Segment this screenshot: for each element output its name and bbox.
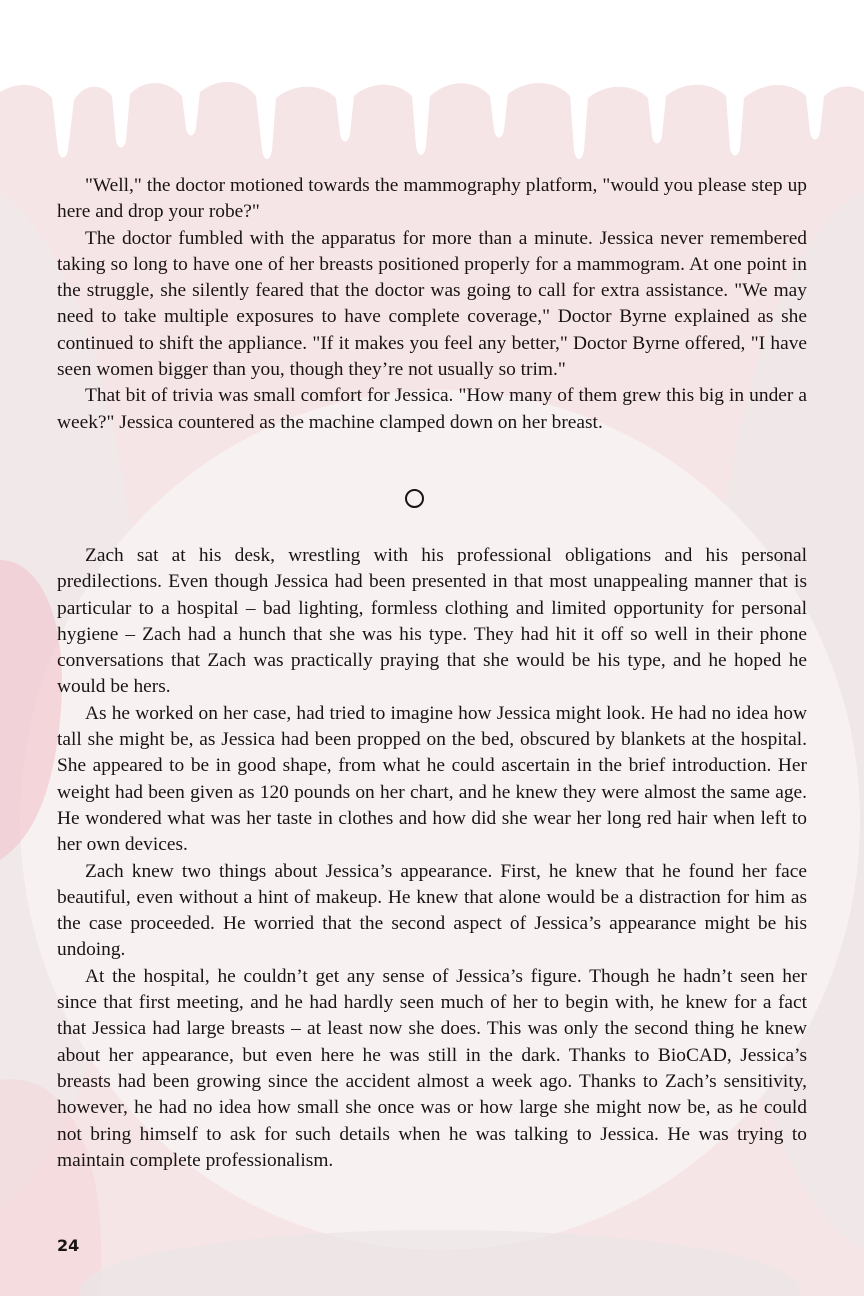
paragraph: At the hospital, he couldn’t get any sense of Jessica’s figure. Though he hadn’t seen her since that first meeting, and he had hardly seen much of her to begin with, he knew for a fact that Jessica had large breasts – at least now she does. This was only the second thing he knew about her appearance, but even here he was still in the dark. Thanks to BioCAD, Jessica’s breasts had been growing since the accident almost a week ago. Thanks to Zach’s sensitivity, however, he had no idea how small she once was or how large she might now be, as he could not bring himself to ask for such details when he was talking to Jessica. He was trying to maintain complete professionalism. <box>57 965 807 1171</box>
paragraph: Zach knew two things about Jessica’s appearance. First, he knew that he found her face beautiful, even without a hint of makeup. He knew that alone would be a distraction for him as the case proceeded. He worried that the second aspect of Jessica’s appearance might be his undoing. <box>57 860 807 961</box>
section-two-text <box>57 543 807 1174</box>
paragraph: Zach sat at his desk, wrestling with his professional obligations and his personal predilections. Even though Jessica had been presented in that most unappealing manner that is particular to a hospital – bad lighting, formless clothing and limited opportunity for personal hygiene – Zach had a hunch that she was his type. They had hit it off so well in their phone conversations that Zach was practically praying that she would be his type, and he hoped he would be hers. <box>57 545 807 698</box>
paragraph: That bit of trivia was small comfort for Jessica. "How many of them grew this big in under a week?" Jessica countered as the machine clamped down on her breast. <box>57 385 807 433</box>
page-number: 24 <box>57 1236 80 1255</box>
paragraph: "Well," the doctor motioned towards the mammography platform, "would you please step up here and drop your robe?" <box>57 175 807 223</box>
circle-ornament-icon <box>405 489 424 508</box>
paragraph: As he worked on her case, had tried to imagine how Jessica might look. He had no idea how tall she might be, as Jessica had been propped on the bed, obscured by blankets at the hospital. She appeared to be in good shape, from what he could ascertain in the brief introduction. Her weight had been given as 120 pounds on her chart, and he knew they were almost the same age. He wondered what was her taste in clothes and how did she wear her long red hair when left to her own devices. <box>57 702 807 856</box>
section-one-text <box>57 173 807 436</box>
paragraph: The doctor fumbled with the apparatus for more than a minute. Jessica never remembered taking so long to have one of her breasts positioned properly for a mammogram. At one point in the struggle, she silently feared that the doctor was going to call for extra assistance. "We may need to take multiple exposures to have complete coverage," Doctor Byrne explained as she continued to shift the appliance. "If it makes you feel any better," Doctor Byrne offered, "I have seen women bigger than you, though they’re not usually so trim." <box>57 227 807 381</box>
